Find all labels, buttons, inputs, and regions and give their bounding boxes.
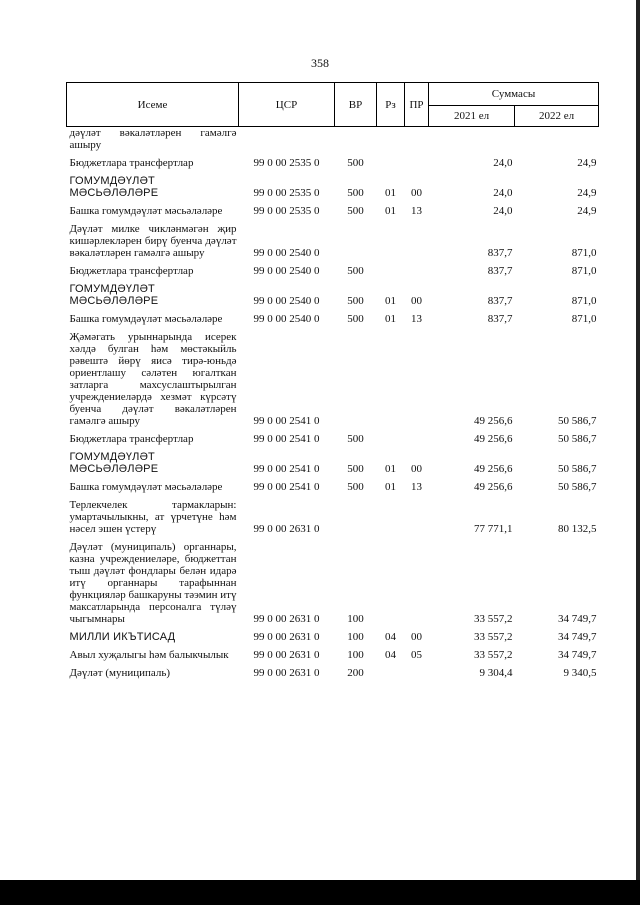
cell-2021: 837,7 [487,247,513,259]
cell-rz: 04 [385,631,396,643]
table-row [67,541,599,625]
cell-csr: 99 0 00 2631 0 [253,523,320,535]
cell-name: ГОМУМДӘҮЛӘТ МӘСЬӘЛӘЛӘРЕ [69,175,159,199]
cell-name: Бюджетлара трансфертлар [69,433,194,445]
cell-2022: 80 132,5 [558,523,597,535]
table-row [67,451,599,475]
cell-rz: 04 [385,649,396,661]
cell-vr: 500 [347,205,364,217]
cell-2022: 871,0 [571,265,597,277]
table-row [67,127,599,152]
cell-pr [405,331,429,427]
header-name: Исеме [67,83,239,127]
cell-vr: 100 [347,631,364,643]
table-row [67,433,599,445]
cell-csr: 99 0 00 2631 0 [253,631,320,643]
cell-csr: 99 0 00 2631 0 [253,667,320,679]
header-csr: ЦСР [239,83,335,127]
header-rz: Рз [377,83,405,127]
cell-2022: 24,9 [577,157,597,169]
cell-2022: 34 749,7 [558,613,597,625]
cell-rz: 01 [385,481,396,493]
cell-2021: 9 304,4 [479,667,513,679]
cell-2021: 33 557,2 [474,613,513,625]
cell-name: Башка гомумдәүләт мәсьәләләре [69,205,223,217]
budget-table [66,82,599,679]
header-pr: ПР [405,83,429,127]
cell-rz: 01 [385,463,396,475]
cell-rz [377,127,405,152]
cell-vr [335,127,377,152]
cell-rz: 01 [385,313,396,325]
cell-2021: 24,0 [493,187,513,199]
cell-csr: 99 0 00 2541 0 [253,415,320,427]
cell-name: Дәүләт (муниципаль) органнары, казна учреждениеләре, бюджеттан тыш дәүләт фондлары белән идарә итү органнары тарафыннан функцияләр башкаруны тәэмин итү максатларында персоналга түләү чыгымнары [69,541,237,625]
cell-csr: 99 0 00 2540 0 [253,313,320,325]
cell-vr [335,223,377,259]
table-row [67,499,599,535]
cell-csr: 99 0 00 2631 0 [253,613,320,625]
table-row [67,283,599,307]
cell-pr [405,667,429,679]
table-row [67,631,599,643]
cell-2022: 871,0 [571,247,597,259]
cell-2022 [515,127,599,152]
cell-name: Дәүләт (муниципаль) [69,667,171,679]
table-row [67,649,599,661]
cell-csr: 99 0 00 2541 0 [253,481,320,493]
cell-2022: 871,0 [571,313,597,325]
cell-pr: 00 [411,463,422,475]
cell-2021: 24,0 [493,157,513,169]
cell-name: ГОМУМДӘҮЛӘТ МӘСЬӘЛӘЛӘРЕ [69,283,159,307]
table-row [67,157,599,169]
cell-vr: 100 [347,613,364,625]
cell-csr: 99 0 00 2631 0 [253,649,320,661]
cell-name: Дәүләт милке чикләнмәгән җир кишәрлекләрен бирү буенча дәүләт вәкаләтләрен гамәлгә ашыру [69,223,237,259]
cell-rz [377,157,405,169]
scan-edge-right [636,0,640,905]
cell-2022: 34 749,7 [558,649,597,661]
cell-csr: 99 0 00 2541 0 [253,433,320,445]
cell-2022: 34 749,7 [558,631,597,643]
cell-rz [377,331,405,427]
cell-name: Башка гомумдәүләт мәсьәләләре [69,481,223,493]
cell-2021: 49 256,6 [474,481,513,493]
cell-pr: 13 [411,205,422,217]
cell-vr [335,499,377,535]
cell-csr: 99 0 00 2535 0 [253,187,320,199]
cell-name: Бюджетлара трансфертлар [69,157,194,169]
table-row [67,223,599,259]
cell-rz [377,265,405,277]
cell-vr: 500 [347,187,364,199]
cell-pr [405,433,429,445]
cell-2022: 871,0 [571,295,597,307]
table-row [67,175,599,199]
cell-name: Җәмәгать урыннарында исерек хәлдә булган һәм мөстәкыйль рәвештә йөрү яисә тирә-юньдә ориентлашу сәләтен югалткан затларга махсуслаштырылган учреждениеләрдә хезмәт күрсәтү буенча дәүләт вәкаләтләрен гамәлгә ашыру [69,331,237,427]
cell-2022: 24,9 [577,187,597,199]
cell-2022: 24,9 [577,205,597,217]
cell-pr: 13 [411,313,422,325]
cell-csr: 99 0 00 2540 0 [253,247,320,259]
cell-vr [335,331,377,427]
cell-vr: 500 [347,433,364,445]
cell-2022: 9 340,5 [563,667,597,679]
cell-pr [405,127,429,152]
cell-rz [377,541,405,625]
cell-rz [377,499,405,535]
cell-vr: 500 [347,265,364,277]
cell-2021: 837,7 [487,313,513,325]
cell-name: Башка гомумдәүләт мәсьәләләре [69,313,223,325]
cell-vr: 200 [347,667,364,679]
cell-2021: 837,7 [487,295,513,307]
cell-2022: 50 586,7 [558,433,597,445]
header-vr: ВР [335,83,377,127]
cell-csr: 99 0 00 2541 0 [253,463,320,475]
table-row [67,265,599,277]
header-sums: Суммасы [429,83,599,106]
page-number: 358 [311,56,329,70]
cell-pr [405,541,429,625]
cell-2022: 50 586,7 [558,463,597,475]
table-header [67,83,599,127]
cell-csr: 99 0 00 2540 0 [253,265,320,277]
cell-rz: 01 [385,205,396,217]
cell-rz [377,667,405,679]
cell-name: Бюджетлара трансфертлар [69,265,194,277]
cell-csr: 99 0 00 2535 0 [253,157,320,169]
cell-vr: 500 [347,295,364,307]
cell-vr: 500 [347,481,364,493]
cell-pr: 13 [411,481,422,493]
cell-vr: 100 [347,649,364,661]
cell-pr [405,499,429,535]
cell-2021: 49 256,6 [474,463,513,475]
cell-2021: 837,7 [487,265,513,277]
scan-edge-bottom [0,880,640,905]
cell-pr: 00 [411,631,422,643]
table-body [67,127,599,680]
table-row [67,331,599,427]
cell-csr [239,127,335,152]
cell-2021: 33 557,2 [474,631,513,643]
header-2021: 2021 ел [429,106,515,127]
cell-pr: 05 [411,649,422,661]
header-2022: 2022 ел [515,106,599,127]
cell-2021: 24,0 [493,205,513,217]
cell-name: ГОМУМДӘҮЛӘТ МӘСЬӘЛӘЛӘРЕ [69,451,159,475]
cell-2022: 50 586,7 [558,481,597,493]
cell-rz: 01 [385,187,396,199]
cell-pr: 00 [411,187,422,199]
cell-2021 [429,127,515,152]
cell-name: Терлекчелек тармакларын: умартачылыкны, ат үрчетүне һәм нәсел эшен үстерү [69,499,237,535]
cell-rz [377,223,405,259]
cell-2021: 49 256,6 [474,433,513,445]
cell-2021: 33 557,2 [474,649,513,661]
cell-name: дәүләт вәкаләтләрен гамәлгә ашыру [69,127,237,151]
cell-pr [405,265,429,277]
cell-rz [377,433,405,445]
cell-2022: 50 586,7 [558,415,597,427]
cell-csr: 99 0 00 2535 0 [253,205,320,217]
cell-pr [405,157,429,169]
cell-csr: 99 0 00 2540 0 [253,295,320,307]
cell-pr: 00 [411,295,422,307]
table-row [67,205,599,217]
cell-vr: 500 [347,313,364,325]
cell-2021: 49 256,6 [474,415,513,427]
cell-pr [405,223,429,259]
cell-rz: 01 [385,295,396,307]
cell-name: Авыл хуҗалыгы һәм балыкчылык [69,649,229,661]
table-row [67,667,599,679]
cell-2021: 77 771,1 [474,523,513,535]
table-row [67,481,599,493]
cell-name: МИЛЛИ ИКЪТИСАД [69,631,176,643]
cell-vr: 500 [347,157,364,169]
table-row [67,313,599,325]
cell-vr: 500 [347,463,364,475]
